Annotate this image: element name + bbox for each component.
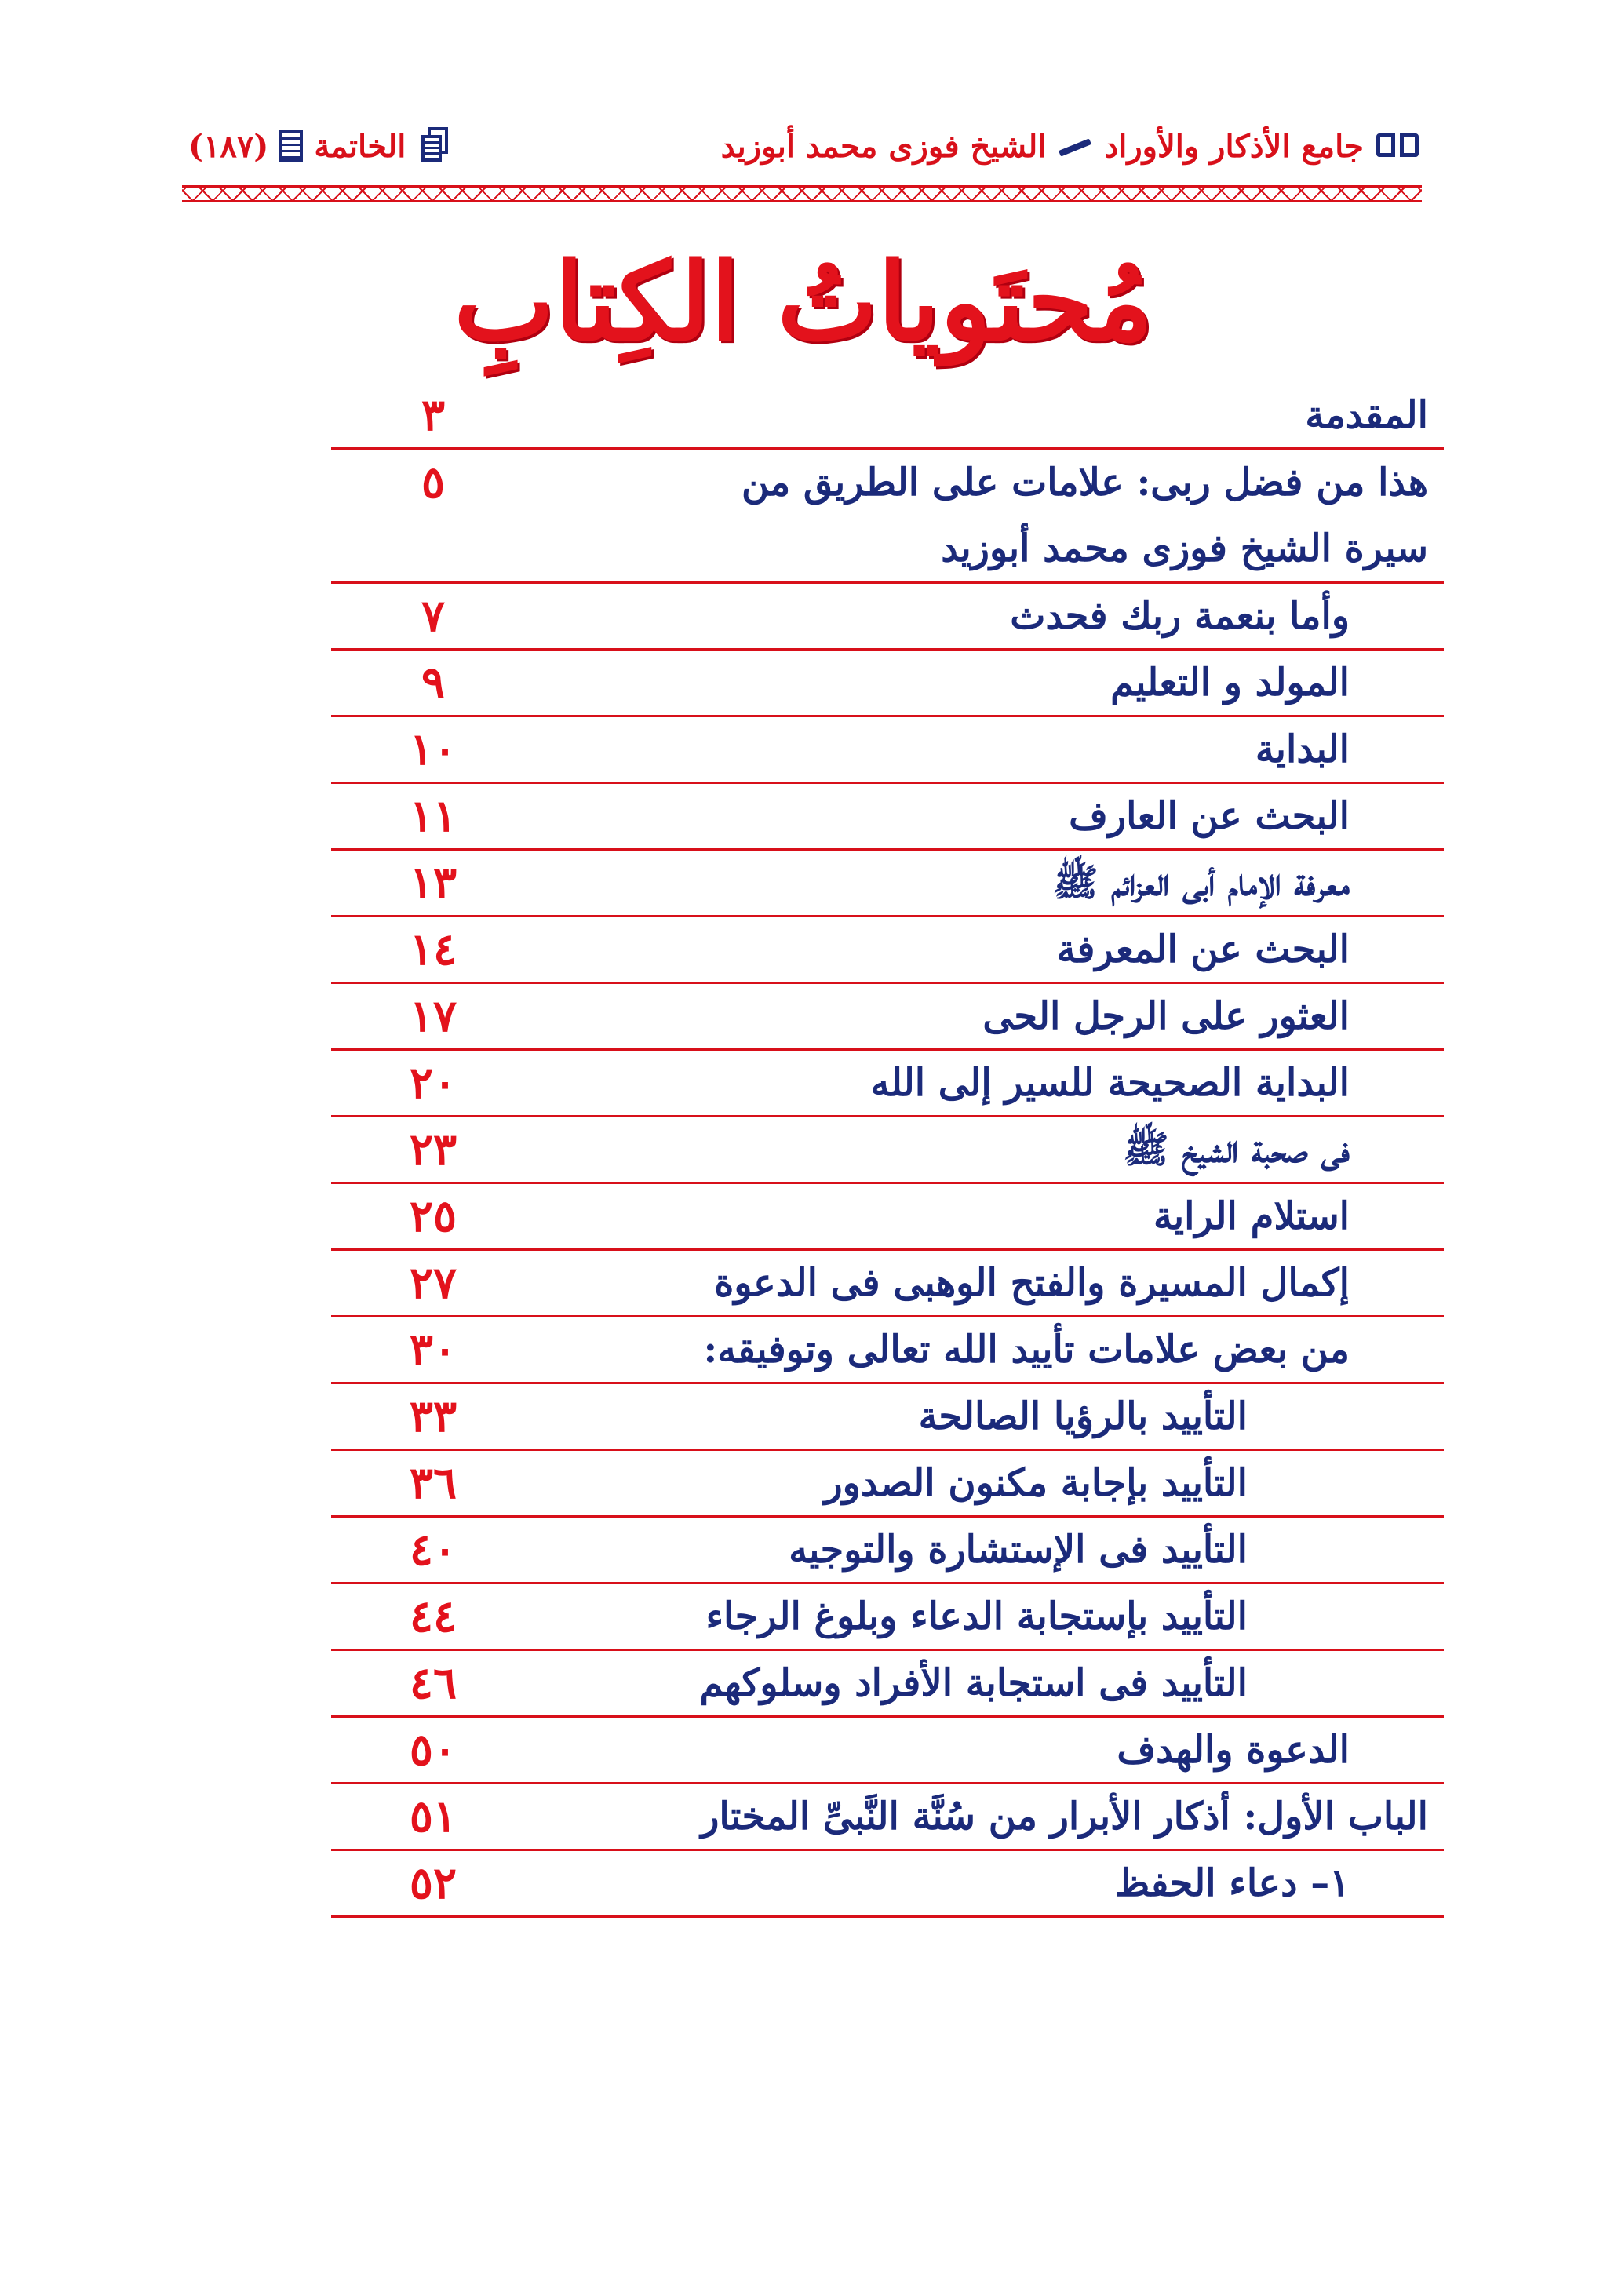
toc-row bbox=[331, 1651, 1444, 1718]
header-section-info bbox=[188, 127, 448, 165]
toc-entry-label: إكمال المسيرة والفتح الوهبى فى الدعوة bbox=[714, 1261, 1350, 1305]
toc-row bbox=[331, 1451, 1444, 1518]
toc-row bbox=[331, 717, 1444, 784]
toc-page-number: ٥١ bbox=[409, 1791, 457, 1842]
toc-entry-label: فى صحبة الشيخ ﷺ bbox=[1123, 1128, 1350, 1172]
toc-row bbox=[331, 383, 1444, 450]
running-header bbox=[188, 116, 1420, 176]
ornamental-divider bbox=[182, 185, 1422, 202]
toc-row bbox=[331, 917, 1444, 984]
header-book-info bbox=[721, 128, 1420, 165]
toc-row bbox=[331, 1518, 1444, 1584]
toc-entry-label: البداية الصحيحة للسير إلى الله bbox=[870, 1061, 1350, 1105]
toc-entry-label: البحث عن المعرفة bbox=[1056, 928, 1350, 971]
toc-row bbox=[331, 784, 1444, 851]
toc-entry-label: العثور على الرجل الحى bbox=[982, 994, 1350, 1038]
toc-entry-label: التأييد فى الإستشارة والتوجيه bbox=[789, 1528, 1248, 1572]
toc-page-number: ٤٠ bbox=[409, 1524, 457, 1576]
toc-entry-label: وأما بنعمة ربك فحدث bbox=[1010, 594, 1350, 638]
pages-icon bbox=[417, 127, 448, 165]
toc-row bbox=[331, 1584, 1444, 1651]
toc-row bbox=[331, 1184, 1444, 1251]
toc-entry-label: البداية bbox=[1255, 727, 1350, 771]
toc-row bbox=[331, 1784, 1444, 1851]
toc-entry-label: هذا من فضل ربى: علامات على الطريق من سيرة الشيخ فوزى محمد أبوزيد bbox=[741, 461, 1428, 570]
toc-page-number: ٥٢ bbox=[409, 1857, 457, 1909]
pen-icon bbox=[1057, 135, 1093, 157]
toc-entry-label: التأييد بإجابة مكنون الصدور bbox=[824, 1461, 1248, 1505]
section-name: الخاتمة bbox=[314, 127, 406, 165]
toc-page-number: ١٤ bbox=[409, 924, 457, 975]
toc-page-number: ٣٣ bbox=[409, 1390, 457, 1442]
toc-entry-label: التأييد فى استجابة الأفراد وسلوكهم bbox=[699, 1661, 1248, 1705]
page-title: مُحتَوياتُ الكِتابِ bbox=[454, 239, 1153, 365]
toc-page-number: ١١ bbox=[409, 790, 457, 842]
toc-page-number: ٣ bbox=[421, 389, 446, 441]
toc-entry-label: المولد و التعليم bbox=[1110, 661, 1350, 705]
toc-page-number: ٣٦ bbox=[409, 1457, 457, 1509]
toc-entry-label: الدعوة والهدف bbox=[1117, 1728, 1350, 1772]
page-number: (١٨٧) bbox=[188, 127, 269, 165]
toc-row bbox=[331, 584, 1444, 651]
toc-row bbox=[331, 450, 1444, 584]
toc-row bbox=[331, 1117, 1444, 1184]
toc-page-number: ٥ bbox=[421, 457, 446, 508]
toc-entry-label: ١– دعاء الحفظ bbox=[1114, 1861, 1350, 1905]
toc-page-number: ٤٤ bbox=[409, 1591, 457, 1642]
toc-entry-label: البحث عن العارف bbox=[1069, 794, 1350, 838]
toc-row bbox=[331, 1317, 1444, 1384]
toc-entry-label: استلام الراية bbox=[1153, 1194, 1350, 1238]
toc-row bbox=[331, 1851, 1444, 1918]
toc-entry-label: التأييد بالرؤيا الصالحة bbox=[918, 1394, 1248, 1438]
toc-row bbox=[331, 651, 1444, 717]
toc-page-number: ٩ bbox=[421, 657, 446, 709]
toc-page-number: ١٠ bbox=[409, 723, 457, 775]
toc-row bbox=[331, 1251, 1444, 1317]
toc-row bbox=[331, 1384, 1444, 1451]
toc-page-number: ٢٧ bbox=[409, 1257, 457, 1309]
toc-entry-label: التأييد بإستجابة الدعاء وبلوغ الرجاء bbox=[705, 1594, 1248, 1638]
toc-entry-label: المقدمة bbox=[1305, 393, 1428, 437]
toc-entry-label: الباب الأول: أذكار الأبرار من سُنَّة النَّبىِّ المختار bbox=[701, 1795, 1428, 1839]
toc-page-number: ٤٦ bbox=[409, 1657, 457, 1709]
toc-row bbox=[331, 1051, 1444, 1117]
open-book-icon bbox=[1375, 130, 1420, 162]
toc-page-number: ٢٣ bbox=[409, 1124, 457, 1175]
toc-page-number: ٣٠ bbox=[409, 1324, 457, 1376]
toc-entry-label: من بعض علامات تأييد الله تعالى وتوفيقه: bbox=[703, 1328, 1350, 1372]
document-icon bbox=[279, 130, 303, 162]
author-name: الشيخ فوزى محمد أبوزيد bbox=[720, 127, 1047, 165]
toc-page-number: ١٧ bbox=[409, 990, 457, 1042]
toc-page-number: ١٣ bbox=[409, 857, 457, 909]
book-title: جامع الأذكار والأوراد bbox=[1104, 127, 1364, 165]
toc-entry-label: معرفة الإمام أبى العزائم ﷺ bbox=[1052, 861, 1350, 905]
toc-row bbox=[331, 1718, 1444, 1784]
toc-row bbox=[331, 851, 1444, 917]
toc-row bbox=[331, 984, 1444, 1051]
toc-page-number: ٧ bbox=[421, 590, 446, 642]
toc-page-number: ٥٠ bbox=[409, 1724, 457, 1776]
toc-page-number: ٢٥ bbox=[409, 1190, 457, 1242]
toc-page-number: ٢٠ bbox=[409, 1057, 457, 1109]
table-of-contents bbox=[331, 383, 1444, 1918]
